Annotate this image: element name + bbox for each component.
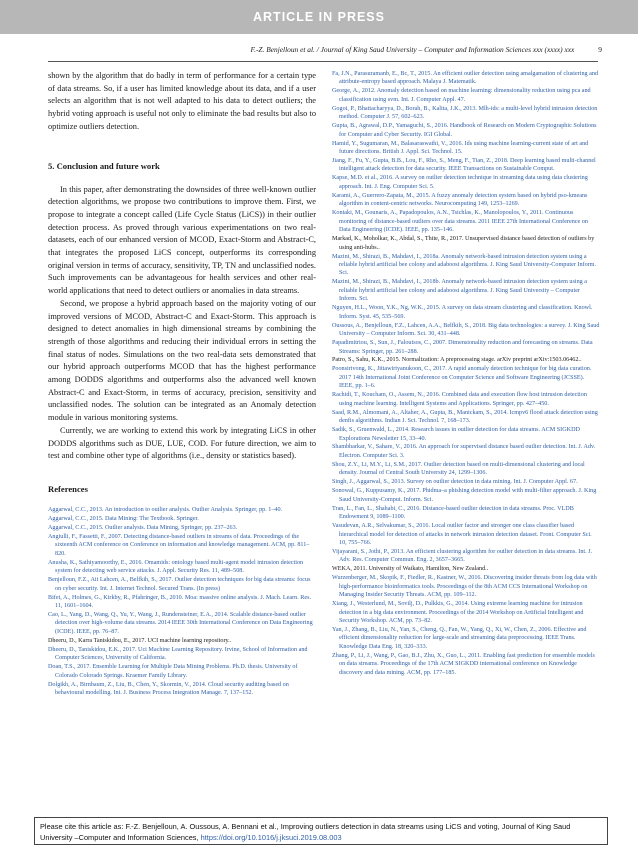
- reference-item: Patro, S., Sahu, K.K., 2015. Normalization: A preprocessing stage. arXiv preprint arXiv:1503.06462..: [332, 357, 582, 364]
- reference-item[interactable]: Vasudevan, A.R., Selvakumar, S., 2016. Local outlier factor and stronger one class classifier based hierarchical model for detection of attacks in network intrusion detection dataset. Front. Computer Sci. 10, 755–766.: [332, 523, 592, 546]
- reference-item[interactable]: Yan, J., Zhang, B., Liu, N., Yan, S., Cheng, Q., Fan, W., Yang, Q., Xi, W., Chen, Z., 2006. Effective and efficient dimensionality reduction for large-scale and streaming data preprocessing. IEEE Trans. Knowledge Data Eng. 18, 320–333.: [332, 627, 587, 650]
- reference-item[interactable]: Rachidi, T., Koucham, O., Assem, N., 2016. Combined data and execution flow host intrusion detection using machine learning. Intelligent Systems and Applications. Springer, pp. 427–450.: [332, 392, 587, 407]
- reference-item[interactable]: Hamid, Y., Sugumaran, M., Balasaraswathi, V., 2016. Ids using machine learning-current state of art and future directions. British J. Appl. Sci. Technol. 15.: [332, 140, 589, 156]
- reference-item[interactable]: Singh, J., Aggarwal, S., 2013. Survey on outlier detection in data mining. Int. J. Computer Appl. 67.: [332, 479, 578, 486]
- left-column: [48, 70, 316, 698]
- reference-item[interactable]: Angiulli, F., Fassetti, F., 2007. Detecting distance-based outliers in streams of data. Proceedings of the sixteenth ACM conference on Conference on information and knowledge management. ACM, pp. 811–820.: [48, 533, 310, 557]
- reference-item[interactable]: Sadik, S., Gruenwald, L., 2014. Research issues in outlier detection for data streams. ACM SIGKDD Explorations Newsletter 15, 33–40.: [332, 427, 580, 442]
- reference-item[interactable]: Kontaki, M., Gounaris, A., Papadopoulos, A.N., Tsichlas, K., Manolopoulos, Y., 2011. Continuous monitoring of distance-based outliers over data streams. 2011 IEEE 27th International Conference on Data Engineering (ICDE). IEEE, pp. 135–146.: [332, 210, 588, 234]
- footer-citation-text: Please cite this article as: F.-Z. Benjelloun, A. Oussous, A. Bennani et al., Improving outliers detection in data streams using LiCS and voting, Journal of King Saud University –Computer and Information Sciences,: [40, 822, 571, 842]
- reference-item[interactable]: Oussous, A., Benjelloun, F.Z., Lahcen, A.A., Belfkih, S., 2018. Big data technologies: a survey. J. King Saud University – Computer Inform. Sci. 30, 431–448.: [332, 322, 600, 338]
- reference-item[interactable]: Aggarwal, C.C., 2013. An introduction to outlier analysis. Outlier Analysis. Springer, pp. 1–40.: [48, 506, 283, 513]
- header-rule: [48, 61, 598, 62]
- reference-item[interactable]: Mazini, M., Shirazi, B., Mahdavi, I., 2018a. Anomaly network-based intrusion detection system using a reliable hybrid artificial bee colony and adaboost algorithms. J. King Saud University-Computer Inform. Sci.: [332, 253, 596, 277]
- footer-doi-link[interactable]: https://doi.org/10.1016/j.jksuci.2019.08.003: [200, 833, 342, 842]
- reference-item[interactable]: Nguyen, H.L., Woon, Y.K., Ng, W.K., 2015. A survey on data stream clustering and classification. Knowl. Inform. Syst. 45, 535–569.: [332, 305, 593, 320]
- reference-item[interactable]: Aggarwal, C.C., 2015. Data Mining: The Textbook. Springer.: [48, 515, 199, 522]
- reference-item[interactable]: Benjelloun, F.Z., Ait Lahcen, A., Belfkih, S., 2017. Outlier detection techniques for big data streams: focus on cyber security. Int. J. Internet Technol. Secured Trans. (In press): [48, 577, 311, 592]
- reference-item[interactable]: Gupta, B., Agrawal, D.P., Yamaguchi, S., 2016. Handbook of Research on Modern Cryptographic Solutions for Computer and Cyber Security. IGI Global.: [332, 123, 597, 138]
- reference-item[interactable]: Zhang, P., Li, J., Wang, P., Gao, B.J., Zhu, X., Guo, L., 2011. Enabling fast prediction for ensemble models on data streams. Proceedings of the 17th ACM SIGKDD international conference on Knowledge discovery and data mining. ACM, pp. 177–185.: [332, 652, 595, 676]
- reference-item[interactable]: Papadimitriou, S., Sun, J., Faloutsos, C., 2007. Dimensionality reduction and forecasting on streams. Data Streams: Springer, pp. 261–288.: [332, 340, 593, 355]
- reference-item[interactable]: Fa, J.N., Parasuramanb, E., Bc, T., 2015. An efficient outlier detection using amalgamation of clustering and attribute-entropy based approach. Malaya J. Matematik.: [332, 71, 599, 86]
- running-head: [20, 44, 602, 56]
- reference-list-left: [48, 506, 316, 697]
- section-heading-conclusion: 5. Conclusion and future work: [48, 160, 160, 171]
- reference-item[interactable]: Saad, R.M., Almomani, A., Altaher, A., Gupta, B., Manickam, S., 2014. Icmpv6 flood attack detection using denfis algorithms. Indian J. Sci. Technol. 7, 168–173.: [332, 409, 598, 425]
- reference-item[interactable]: Mazini, M., Shirazi, B., Mahdavi, I., 2018b. Anomaly network-based intrusion detection system using a reliable hybrid artificial bee colony and adaboost algorithms. J. King Saud University – Computer Inform. Sci.: [332, 279, 587, 303]
- reference-item: Dheeru, D., Karra Taniskidou, E., 2017. UCI machine learning repository..: [48, 637, 232, 644]
- reference-item[interactable]: Dheeru, D., Taniskidou, E.K., 2017. Uci Machine Learning Repository. Irvine, School of Information and Computer Sciences, University of California.: [48, 646, 308, 662]
- reference-item[interactable]: Anusha, K., Sathiyamoorthy, E., 2016. Omamids: ontology based multi-agent model intrusion detection system for detecting web service attacks. J. Appl. Security Res. 11, 489–508.: [48, 559, 304, 575]
- intro-paragraph: shown by the algorithm that do badly in term of performance for a certain type of data streams. So, if a user has limited knowledge about its data, and if a user selects an algorithm that is not well adapted to his data to detect outliers; the hybrid voting approach is useful not only to eliminate the bad results but also to optimize outliers detection.: [48, 71, 316, 131]
- reference-item[interactable]: Karami, A., Guerrero-Zapata, M., 2015. A fuzzy anomaly detection system based on hybrid pso-kmeans algorithm in content-centric networks. Neurocomputing 149, 1253–1269.: [332, 192, 588, 208]
- reference-item[interactable]: Jiang, F., Fu, Y., Gupta, B.B., Lou, F., Rho, S., Meng, F., Tian, Z., 2018. Deep learning based multi-channel intelligent attack detection for data security. IEEE Transactions on Sustainable Comput.: [332, 158, 596, 173]
- citation-footer: [34, 817, 608, 845]
- reference-item[interactable]: Shou, Z.Y., Li, M.Y., Li, S.M., 2017. Outlier detection based on multi-dimensional clustering and local density. Journal of Central South University 24, 1299–1306.: [332, 461, 585, 477]
- reference-item[interactable]: Poonsirivong, K., Jittawiriyanukoon, C., 2017. A rapid anomaly detection technique for big data curation. 2017 14th International Joint Conference on Computer Science and Software Engineering (JCSSE). IEEE, pp. 1–6.: [332, 366, 592, 390]
- references-heading: References: [48, 483, 88, 494]
- reference-item: Markad, K., Moholkar, K., Abdal, S., Thite, R., 2017. Unsupervised distance based detection of outliers by using anti-hubs..: [332, 236, 595, 251]
- reference-item[interactable]: Vijayarani, S., Jothi, P., 2013. An efficient clustering algorithm for outlier detection in data streams. Int. J. Adv. Res. Computer Commun. Eng. 2, 3657–3665.: [332, 548, 593, 564]
- reference-item[interactable]: Doan, T.S., 2017. Ensemble Learning for Multiple Data Mining Problems. Ph.D. thesis. University of Colorado Colorado Springs. Kraemer Family Library.: [48, 664, 298, 679]
- reference-item[interactable]: Wurzenberger, M., Skopik, F., Fiedler, R., Kastner, W., 2016. Discovering insider threats from log data with high-performance bioinformatics tools. Proceedings of the 8th ACM CCS International Workshop on Managing Insider Security Threats. ACM, pp. 109–112.: [332, 575, 597, 599]
- reference-item[interactable]: Shambharkar, V., Sahare, V., 2016. An approach for supervised distance based outlier detection. Int. J. Adv. Electron. Computer Sci. 3.: [332, 444, 596, 459]
- article-in-press-banner: ARTICLE IN PRESS: [0, 0, 638, 34]
- conclusion-paragraph: In this paper, after demonstrating the downsides of three well-known outlier detection algorithms, we propose two contributions to improve them. First, we propose to integrate a concept called (Life Cycle Status (LiCS)) in their outlier detection process. As proved through various experimentations on two real-datasets, each of our enhanced version of MCOD, Exact-Storm and Abstract-C, that integrates the proposed LiCS concept, outperforms its corresponding original version in terms of accuracy, sensitivity, TP, TN and unclassified nodes. Such improvements can be advantageous for health services and other real-world applications that need to detect outliers or anomalies in data streams.: [48, 184, 316, 296]
- reference-item[interactable]: Xiang, J., Westerlund, M., Sovilj, D., Pulkkis, G., 2014. Using extreme learning machine for intrusion detection in a big data environment. Proceedings of the 2014 Workshop on Artificial Intelligent and Security Workshop. ACM, pp. 73–82.: [332, 601, 584, 625]
- page-number: 9: [598, 45, 602, 54]
- reference-item: WEKA, 2011. University of Waikato, Hamilton, New Zealand..: [332, 566, 489, 573]
- reference-item[interactable]: Aggarwal, C.C., 2015. Outlier analysis. Data Mining, Springer, pp. 237–263.: [48, 524, 238, 531]
- reference-item[interactable]: George, A., 2012. Anomaly detection based on machine learning: dimensionality reduction using pca and classification using svm. Int. J. Computer Appl. 47.: [332, 88, 591, 103]
- reference-item[interactable]: Sonowal, G., Kuppusamy, K., 2017. Phidma–a phishing detection model with multi-filter approach. J. King Saud University-Comput. Inform. Sci.: [332, 488, 597, 503]
- reference-item[interactable]: Cao, L., Yang, D., Wang, Q., Yu, Y., Wang, J., Rundensteiner, E.A., 2014. Scalable distance-based outlier detection over high-volume data streams. 2014 IEEE 30th International Conference on Data Engineering (ICDE). IEEE, pp. 76–87.: [48, 611, 313, 635]
- reference-item[interactable]: Kapse, M.D. et al., 2016. A survey on outlier detection technique in streaming data using data clustering approach. Int. J. Eng. Computer Sci. 5.: [332, 175, 588, 190]
- conclusion-paragraph: Currently, we are working to extend this work by integrating LiCS in other DODDS algorithms such as DUE, LUE, COD. For future direction, we aim to test and combine other type of algorithms (i.e., density or statistics based).: [48, 425, 316, 461]
- reference-list-right: [332, 70, 600, 677]
- right-column: [332, 70, 600, 678]
- running-head-citation: F.-Z. Benjelloun et al. / Journal of King Saud University – Computer and Information Sciences xxx (xxxx) xxx: [250, 45, 575, 54]
- reference-item[interactable]: Tran, L., Fan, L., Shahabi, C., 2016. Distance-based outlier detection in data streams. Proc. VLDB Endowment 9, 1089–1100.: [332, 505, 574, 521]
- reference-item[interactable]: Bifet, A., Holmes, G., Kirkby, R., Pfahringer, B., 2010. Moa: massive online analysis. J. Mach. Learn. Res. 11, 1601–1604.: [48, 594, 312, 609]
- reference-item[interactable]: Gogoi, P., Bhattacharyya, D., Borah, B., Kalita, J.K., 2013. Mlh-ids: a multi-level hybrid intrusion detection method. Computer J. 57, 602–623.: [332, 105, 598, 121]
- reference-item[interactable]: Dolgikh, A., Birnbaum, Z., Liu, B., Chen, Y., Skormin, V., 2014. Cloud security auditing based on behavioural modelling. Int. J. Business Process Integration Manage. 7, 137–152.: [48, 681, 289, 696]
- conclusion-paragraph: Second, we propose a hybrid approach based on the majority voting of our improved versions of MCOD, Abstract-C and Exact-Storm. This approach is designed to detect anomalies in high dimensional streams by combining the strength of those algorithms and reducing their individual errors in setting the final status of nodes. Simulations on the two real-data sets demonstrated that our hybrid approach outperforms MCOD that has the highest performance among DODDS algorithms and outperforms also the advanced well known Abstract-C and Exact-Storm, in terms of accuracy, precision, sensitivity and unclassified nodes. The solution can be integrated as an Anomaly detection module in various monitoring systems.: [48, 298, 316, 423]
